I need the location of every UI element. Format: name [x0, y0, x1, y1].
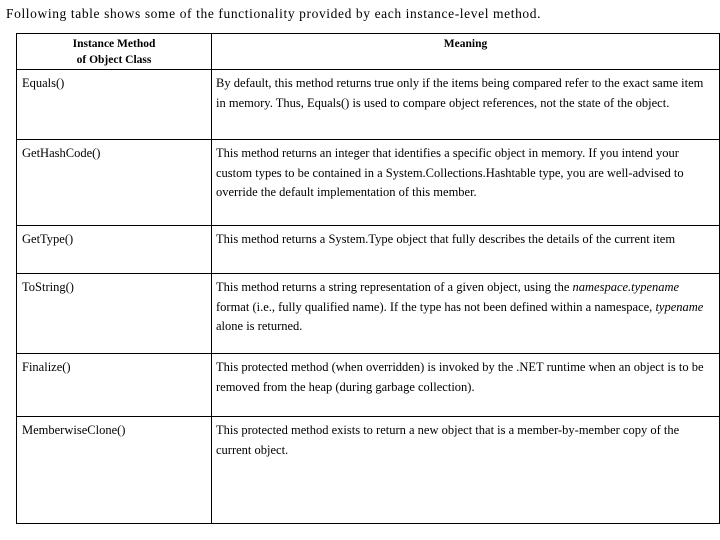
- meaning-cell: This protected method (when overridden) is invoked by the .NET runtime when an object is to be removed from the heap (during garbage collection).: [212, 354, 720, 417]
- table-row: [17, 70, 720, 140]
- method-name-cell: MemberwiseClone(): [17, 417, 212, 524]
- method-name-cell: ToString(): [17, 274, 212, 354]
- header-instance-method-line1: Instance Method: [72, 38, 156, 50]
- instance-methods-table: [16, 33, 720, 524]
- header-meaning: Meaning: [212, 34, 720, 70]
- method-name-cell: Equals(): [17, 70, 212, 140]
- meaning-cell: This protected method exists to return a new object that is a member-by-member copy of the current object.: [212, 417, 720, 524]
- meaning-cell: This method returns a System.Type object that fully describes the details of the current item: [212, 226, 720, 274]
- meaning-italic-text: typename: [655, 299, 704, 314]
- table-row: [17, 274, 720, 354]
- table-row: [17, 140, 720, 226]
- header-instance-method-line2: of Object Class: [76, 54, 152, 66]
- table-row: [17, 354, 720, 417]
- table-header-row: [17, 34, 720, 70]
- header-instance-method: [17, 34, 212, 70]
- meaning-text: This method returns a string representation of a given object, using the: [216, 280, 573, 294]
- meaning-cell: This method returns an integer that identifies a specific object in memory. If you intend your custom types to be contained in a System.Collections.Hashtable type, you are well-advised to override the default implementation of this member.: [212, 140, 720, 226]
- intro-text: Following table shows some of the functionality provided by each instance-level method.: [6, 6, 542, 21]
- method-name-cell: GetHashCode(): [17, 140, 212, 226]
- meaning-cell: [212, 274, 720, 354]
- method-name-cell: GetType(): [17, 226, 212, 274]
- meaning-italic-text: namespace.typename: [572, 280, 680, 294]
- table-row: [17, 417, 720, 524]
- table-row: [17, 226, 720, 274]
- meaning-text: alone is returned.: [216, 319, 303, 333]
- meaning-text: format (i.e., fully qualified name). If the type has not been defined within a namespace,: [216, 299, 656, 314]
- method-name-cell: Finalize(): [17, 354, 212, 417]
- meaning-cell: By default, this method returns true only if the items being compared refer to the exact same item in memory. Thus, Equals() is used to compare object references, not the state of the object.: [212, 70, 720, 140]
